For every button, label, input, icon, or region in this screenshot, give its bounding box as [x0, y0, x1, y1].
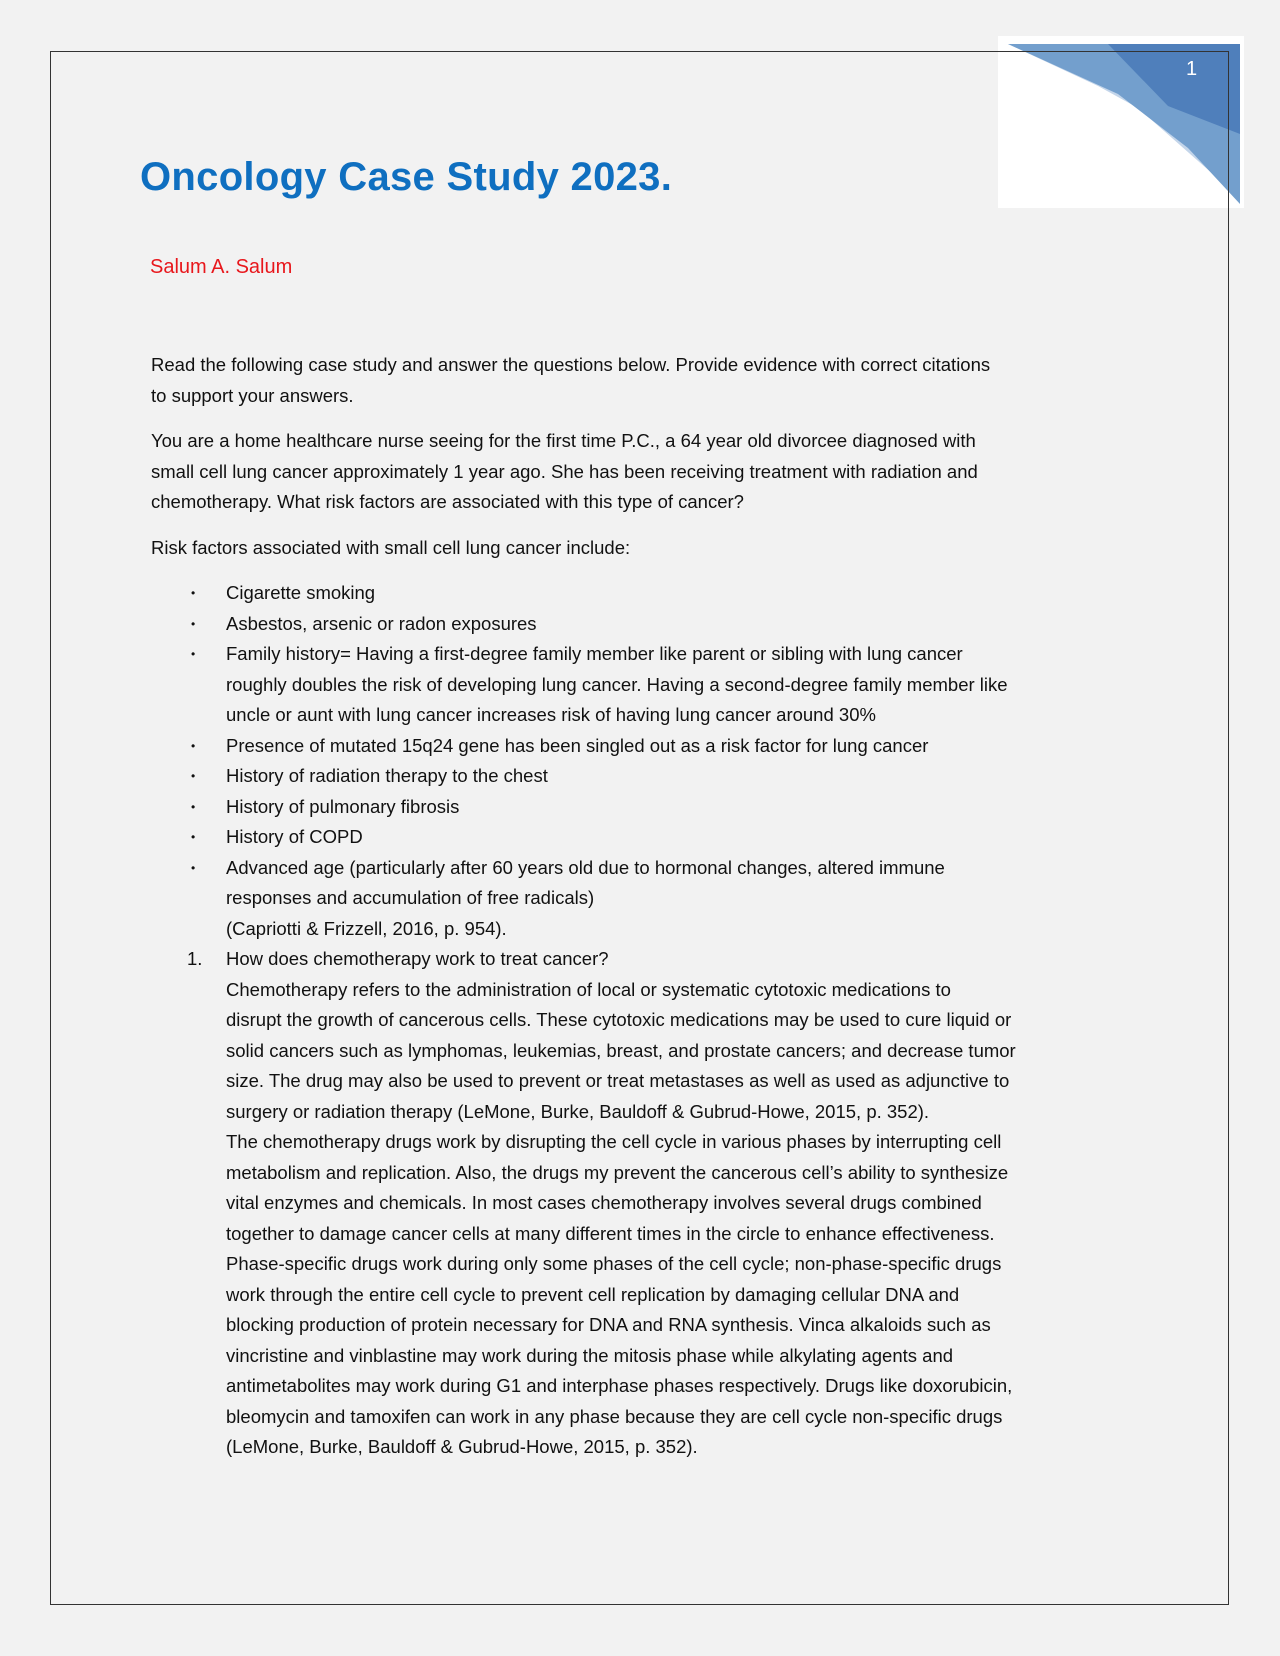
bullet-icon: •: [191, 769, 196, 783]
text-line: How does chemotherapy work to treat cancer?: [226, 948, 609, 969]
intro-section: [151, 350, 1191, 563]
bullet-icon: •: [191, 616, 196, 631]
list-item: [151, 822, 1191, 853]
text-line: Read the following case study and answer the questions below. Provide evidence with correct citations: [151, 354, 991, 375]
text-line: disrupt the growth of cancerous cells. These cytotoxic medications may be used to cure liquid or: [226, 1009, 1012, 1030]
page-number: 1: [1186, 58, 1198, 80]
document-title: Oncology Case Study 2023.: [140, 155, 673, 199]
bullet-icon: •: [191, 799, 196, 814]
text-line: metabolism and replication. Also, the drugs my prevent the cancerous cell’s ability to synthesize: [226, 1161, 1009, 1183]
text-line: small cell lung cancer approximately 1 year ago. She has been receiving treatment with radiation and: [151, 460, 978, 482]
text-line: Advanced age (particularly after 60 years old due to hormonal changes, altered immune: [226, 856, 945, 878]
text-line: chemotherapy. What risk factors are associated with this type of cancer?: [151, 491, 744, 512]
text-line: responses and accumulation of free radicals): [226, 887, 595, 908]
list-item: [151, 853, 1191, 945]
text-line: vincristine and vinblastine may work during the mitosis phase while alkylating agents and: [226, 1344, 954, 1366]
document-body: [151, 350, 1191, 1463]
text-line: The chemotherapy drugs work by disrupting the cell cycle in various phases by interrupting cell: [226, 1131, 1002, 1152]
header-corner-decoration: [998, 36, 1244, 208]
text-line: bleomycin and tamoxifen can work in any phase because they are cell cycle non-specific drugs: [226, 1405, 1003, 1427]
text-line: You are a home healthcare nurse seeing for the first time P.C., a 64 year old divorcee diagnosed with: [151, 430, 976, 451]
text-line: Cigarette smoking: [226, 582, 376, 603]
text-line: Family history= Having a first-degree family member like parent or sibling with lung cancer: [226, 643, 963, 664]
paragraph: [151, 533, 1191, 564]
text-line: Asbestos, arsenic or radon exposures: [226, 612, 537, 634]
author-name: Salum A. Salum: [150, 256, 293, 278]
list-item: [151, 639, 1191, 731]
question-list: [151, 944, 1191, 1463]
text-line: work through the entire cell cycle to prevent cell replication by damaging cellular DNA and: [226, 1283, 960, 1305]
text-line: roughly doubles the risk of developing lung cancer. Having a second-degree family member like: [226, 673, 1008, 695]
text-line: Risk factors associated with small cell lung cancer include:: [151, 536, 631, 558]
text-line: (Capriotti & Frizzell, 2016, p. 954).: [226, 917, 507, 939]
bullet-icon: •: [191, 830, 196, 844]
text-line: antimetabolites may work during G1 and interphase phases respectively. Drugs like doxorubicin,: [226, 1375, 1013, 1396]
numbered-item: [151, 944, 1191, 1463]
text-line: surgery or radiation therapy (LeMone, Burke, Bauldoff & Gubrud-Howe, 2015, p. 352).: [226, 1100, 930, 1122]
text-line: History of radiation therapy to the chest: [226, 765, 548, 786]
text-line: size. The drug may also be used to prevent or treat metastases as well as used as adjunctive to: [226, 1070, 1010, 1091]
text-line: to support your answers.: [151, 384, 354, 406]
text-line: History of pulmonary fibrosis: [226, 795, 460, 817]
text-line: blocking production of protein necessary for DNA and RNA synthesis. Vinca alkaloids such as: [226, 1314, 991, 1335]
text-line: together to damage cancer cells at many different times in the circle to enhance effectiveness.: [226, 1222, 995, 1244]
corner-triangles-graphic: [998, 36, 1244, 208]
item-number: 1.: [187, 948, 203, 969]
paragraph: [151, 426, 1191, 518]
list-item: [151, 731, 1191, 762]
text-line: Chemotherapy refers to the administration of local or systematic cytotoxic medications to: [226, 978, 951, 1000]
text-line: History of COPD: [226, 826, 363, 847]
text-line: vital enzymes and chemicals. In most cases chemotherapy involves several drugs combined: [226, 1192, 982, 1213]
list-item: [151, 761, 1191, 792]
bullet-icon: •: [191, 738, 196, 753]
list-item: [151, 792, 1191, 823]
text-line: (LeMone, Burke, Bauldoff & Gubrud-Howe, 2015, p. 352).: [226, 1436, 698, 1457]
bullet-icon: •: [191, 860, 196, 875]
text-line: Phase-specific drugs work during only some phases of the cell cycle; non-phase-specific drugs: [226, 1253, 1002, 1274]
list-item: [151, 609, 1191, 640]
text-line: Presence of mutated 15q24 gene has been singled out as a risk factor for lung cancer: [226, 734, 929, 756]
paragraph: [151, 350, 1191, 411]
bullet-icon: •: [191, 586, 196, 600]
text-line: uncle or aunt with lung cancer increases risk of having lung cancer around 30%: [226, 704, 876, 725]
bullet-icon: •: [191, 647, 196, 661]
risk-factor-list: [151, 578, 1191, 944]
list-item: [151, 578, 1191, 609]
text-line: solid cancers such as lymphomas, leukemias, breast, and prostate cancers; and decrease tumor: [226, 1039, 1016, 1061]
